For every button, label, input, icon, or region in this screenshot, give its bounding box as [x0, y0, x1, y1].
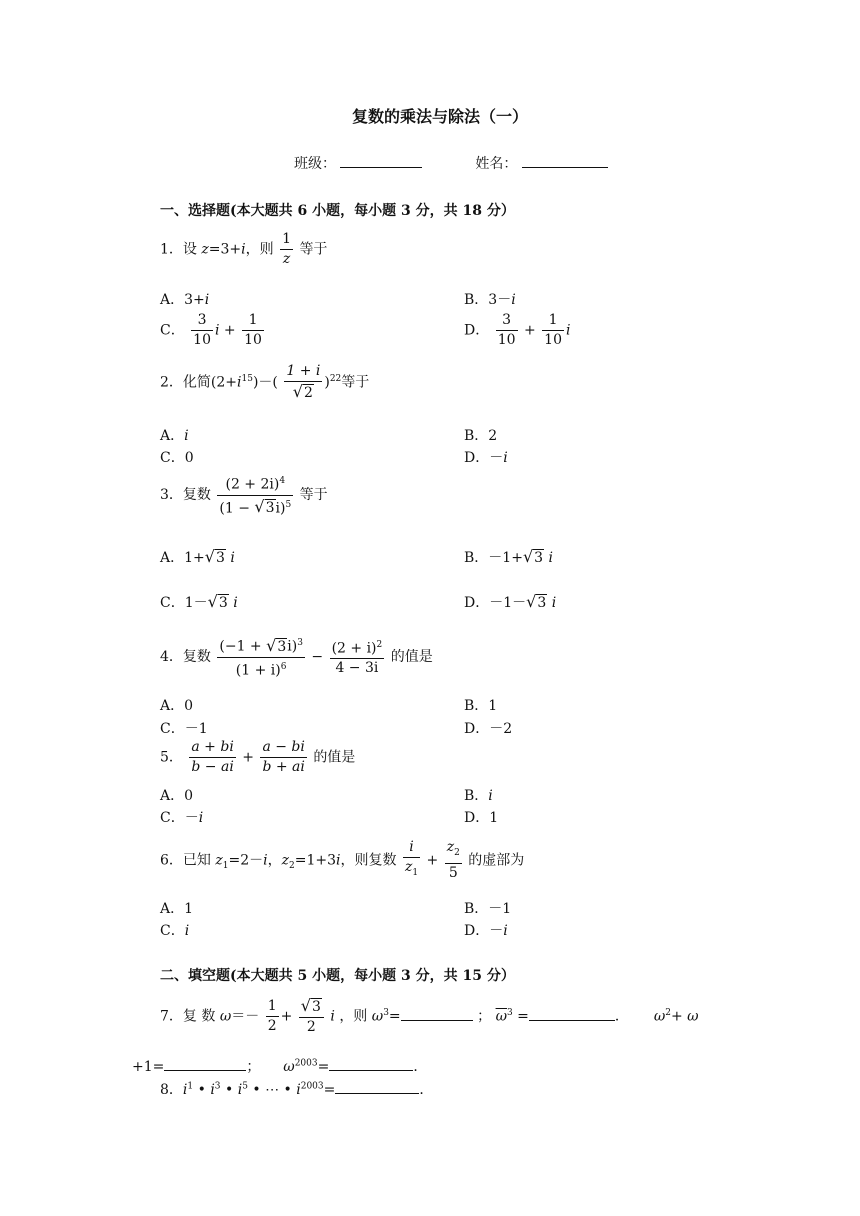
class-blank[interactable]: [340, 153, 422, 168]
question-7: 7．复 数 ω＝－ $\frac{1}{2}$ + $\frac{√3}{2}$ i ，则 $\omega^3=$ ； $\overline{\omega}^3$ = ． $\omega^2+ \omega$: [160, 996, 699, 1035]
fraction: $\frac{1}{z}$: [282, 231, 291, 267]
q8-blank[interactable]: [335, 1079, 419, 1094]
page-title: 复数的乘法与除法（一）: [352, 107, 529, 126]
q3-option-b[interactable]: B．－1+√3 i: [464, 547, 553, 566]
q2-option-c[interactable]: C．0: [160, 450, 194, 466]
q4-option-d[interactable]: D．－2: [464, 721, 513, 737]
q2-option-a[interactable]: A．i: [160, 428, 189, 444]
q7-blank-1[interactable]: [401, 1006, 473, 1021]
question-3: 3．复数 $\frac{(2 + 2i)^4}{(1 - √3i)^5}$ 等于: [160, 472, 328, 518]
question-4: 4．复数 $\frac{(-1 + √3i)^3}{(1 + i)^6}$ − $\frac{(2 + i)^2}{4 - 3i}$ 的值是: [160, 635, 433, 679]
q4-option-c[interactable]: C．－1: [160, 721, 208, 737]
q6-option-b[interactable]: B．－1: [464, 901, 512, 917]
q7-blank-2[interactable]: [529, 1006, 615, 1021]
q2-option-d[interactable]: D．－i: [464, 450, 508, 466]
q6-option-c[interactable]: C．i: [160, 923, 190, 939]
q5-option-d[interactable]: D．1: [464, 810, 499, 826]
question-6: 6．已知 $z_1=2-i$，$z_2=1+3i$，则复数 $\frac{i}{z_1}$ + $\frac{z_2}{5}$ 的虚部为: [160, 839, 525, 881]
q3-option-d[interactable]: D．－1－√3 i: [464, 592, 557, 611]
q1-option-b[interactable]: B．3－i: [464, 292, 516, 308]
q4-option-b[interactable]: B．1: [464, 698, 498, 714]
q6-option-d[interactable]: D．－i: [464, 923, 508, 939]
q7-blank-3[interactable]: [164, 1056, 246, 1071]
q5-option-c[interactable]: C．－i: [160, 810, 204, 826]
name-label: 姓名：: [475, 156, 518, 172]
question-8: 8．$i^1$ • $i^3$ • $i^5$ • ⋯ • $i^{2003}=$ ．: [160, 1079, 433, 1099]
q5-option-b[interactable]: B．i: [464, 788, 493, 804]
q1-option-d[interactable]: D． $\frac{3}{10}$ + $\frac{1}{10}$ i: [464, 312, 571, 348]
class-name-line: [294, 153, 608, 173]
q3-option-c[interactable]: C．1－√3 i: [160, 592, 238, 611]
q3-option-a[interactable]: A．1+√3 i: [160, 547, 235, 566]
q6-option-a[interactable]: A．1: [160, 901, 194, 917]
q5-option-a[interactable]: A．0: [160, 788, 194, 804]
question-7-line2: +1= ； $\omega^{2003}=$ ．: [132, 1056, 427, 1076]
q7-blank-4[interactable]: [329, 1056, 413, 1071]
q2-option-b[interactable]: B．2: [464, 428, 498, 444]
q1-option-c[interactable]: C． $\frac{3}{10}$ i + $\frac{1}{10}$: [160, 312, 262, 348]
section-choice-heading: 一、选择题(本大题共 6 小题，每小题 3 分，共 18 分）: [160, 203, 515, 219]
name-blank[interactable]: [522, 153, 608, 168]
section-fill-heading: 二、填空题(本大题共 5 小题，每小题 3 分，共 15 分）: [160, 968, 515, 984]
class-label: 班级：: [294, 156, 336, 172]
q1-option-a[interactable]: A．3+i: [160, 292, 210, 308]
question-5: 5． $\frac{a + bi}{b - ai}$ + $\frac{a - bi}{b + ai}$ 的值是: [160, 739, 356, 775]
question-1: 1．设 z=3+i，则 $\frac{1}{z}$ 等于: [160, 231, 328, 267]
question-2: 2．化简$(2+i^{15})-$( $\frac{1 + i}{√2}$ )$^{22}$等于: [160, 363, 370, 401]
q4-option-a[interactable]: A．0: [160, 698, 194, 714]
